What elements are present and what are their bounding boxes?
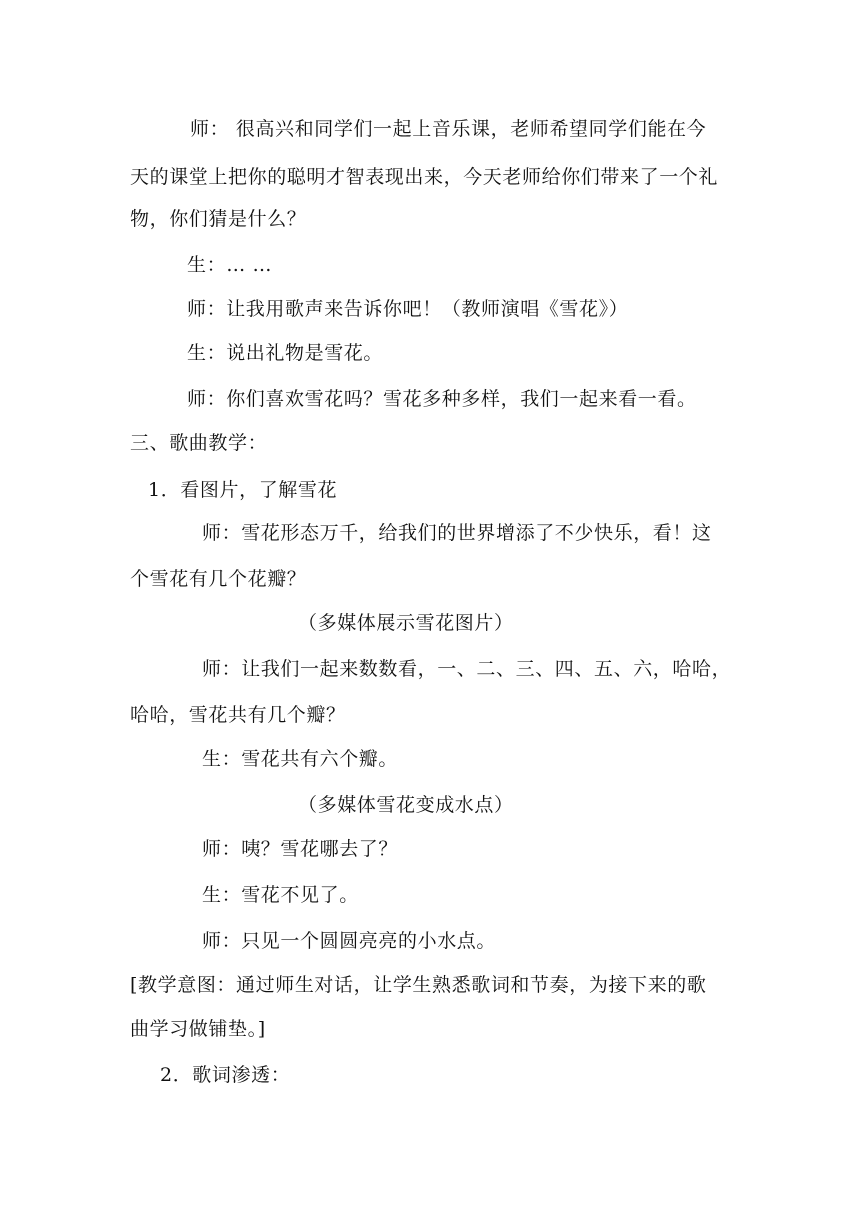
student-line: 生：雪花不见了。: [202, 884, 359, 906]
teacher-line: 师：雪花形态万千，给我们的世界增添了不少快乐，看！这: [202, 522, 712, 544]
paragraph-line: 哈哈，雪花共有几个瓣？: [130, 704, 346, 726]
paragraph-line: 师： 很高兴和同学们一起上音乐课，老师希望同学们能在今: [190, 118, 707, 140]
student-line: 生：雪花共有六个瓣。: [202, 748, 399, 770]
paragraph-line: 个雪花有几个花瓣？: [130, 568, 307, 590]
teacher-line: 师：你们喜欢雪花吗？雪花多种多样，我们一起来看一看。: [187, 388, 697, 410]
teacher-line: 师：让我用歌声来告诉你吧！（教师演唱《雪花》）: [187, 298, 629, 320]
teacher-line: 师：咦？雪花哪去了？: [202, 838, 399, 860]
teacher-line: 师：只见一个圆圆亮亮的小水点。: [202, 930, 497, 952]
subsection-heading: 1．看图片，了解雪花: [148, 479, 338, 501]
teaching-intent-note: 曲学习做铺垫。]: [130, 1018, 266, 1040]
student-line: 生：… …: [187, 254, 273, 276]
teaching-intent-note: [教学意图：通过师生对话，让学生熟悉歌词和节奏，为接下来的歌: [130, 974, 707, 996]
student-line: 生：说出礼物是雪花。: [187, 342, 384, 364]
teacher-line: 师：让我们一起来数数看，一、二、三、四、五、六，哈哈，: [202, 658, 732, 680]
paragraph-line: 物，你们猜是什么？: [130, 208, 307, 230]
subsection-heading: 2．歌词渗透：: [160, 1064, 291, 1086]
section-heading: 三、歌曲教学：: [130, 432, 268, 454]
paragraph-line: 天的课堂上把你的聪明才智表现出来，今天老师给你们带来了一个礼: [130, 166, 719, 188]
stage-direction: （多媒体展示雪花图片）: [298, 612, 514, 634]
stage-direction: （多媒体雪花变成水点）: [298, 794, 514, 816]
